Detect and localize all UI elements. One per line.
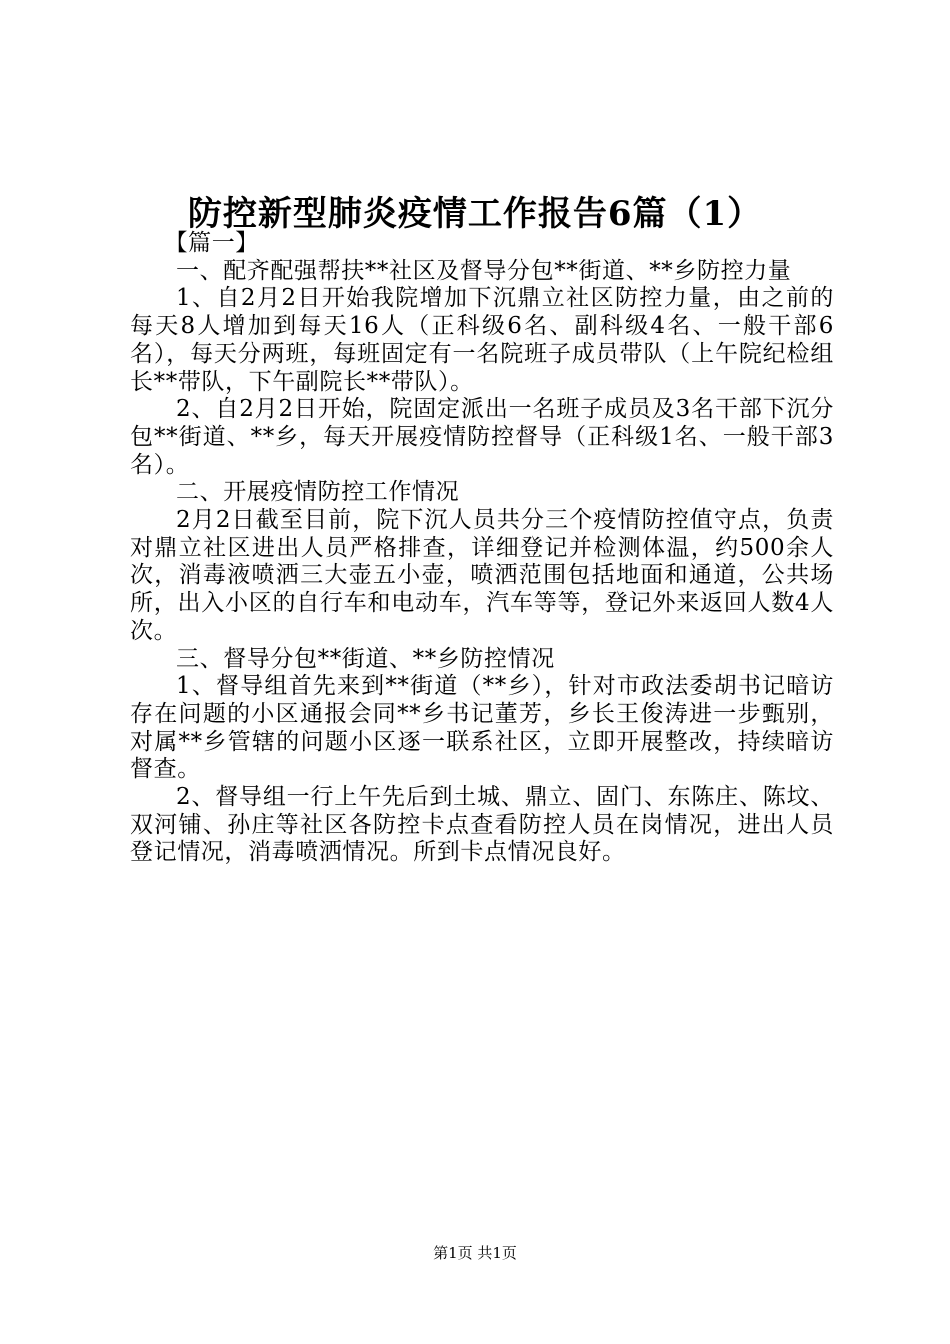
heading-two: 二、开展疫情防控工作情况 [176,479,460,506]
page-footer: 第1页 共1页 [433,1244,517,1262]
document-body [130,230,834,867]
paragraph: 2、自2月2日开始，院固定派出一名班子成员及3名干部下沉分包**街道、**乡，每天开展疫情防控督导（正科级1名、一般干部3名）。 [130,396,834,478]
document-title: 防控新型肺炎疫情工作报告6篇（1） [187,194,763,234]
heading-three: 三、督导分包**街道、**乡防控情况 [176,645,555,672]
paragraph: 1、自2月2日开始我院增加下沉鼎立社区防控力量，由之前的每天8人增加到每天16人（正科级6名、副科级4名、一般干部6名），每天分两班，每班固定有一名院班子成员带队（上午院纪检组长**带队，下午副院长**带队）。 [130,285,834,395]
section-label: 【篇一】 [164,230,259,256]
paragraph: 2、督导组一行上午先后到土城、鼎立、固门、东陈庄、陈坟、双河铺、孙庄等社区各防控卡点查看防控人员在岗情况，进出人员登记情况，消毒喷洒情况。所到卡点情况良好。 [130,784,834,866]
paragraph: 2月2日截至目前，院下沉人员共分三个疫情防控值守点，负责对鼎立社区进出人员严格排查，详细登记并检测体温，约500余人次，消毒液喷洒三大壶五小壶，喷洒范围包括地面和通道，公共场所，出入小区的自行车和电动车，汽车等等，登记外来返回人数4人次。 [130,507,834,644]
paragraph: 1、督导组首先来到**街道（**乡），针对市政法委胡书记暗访存在问题的小区通报会同**乡书记董芳，乡长王俊涛进一步甄别，对属**乡管辖的问题小区逐一联系社区，立即开展整改，持续暗访督查。 [130,673,834,783]
heading-one: 一、配齐配强帮扶**社区及督导分包**街道、**乡防控力量 [176,257,792,284]
